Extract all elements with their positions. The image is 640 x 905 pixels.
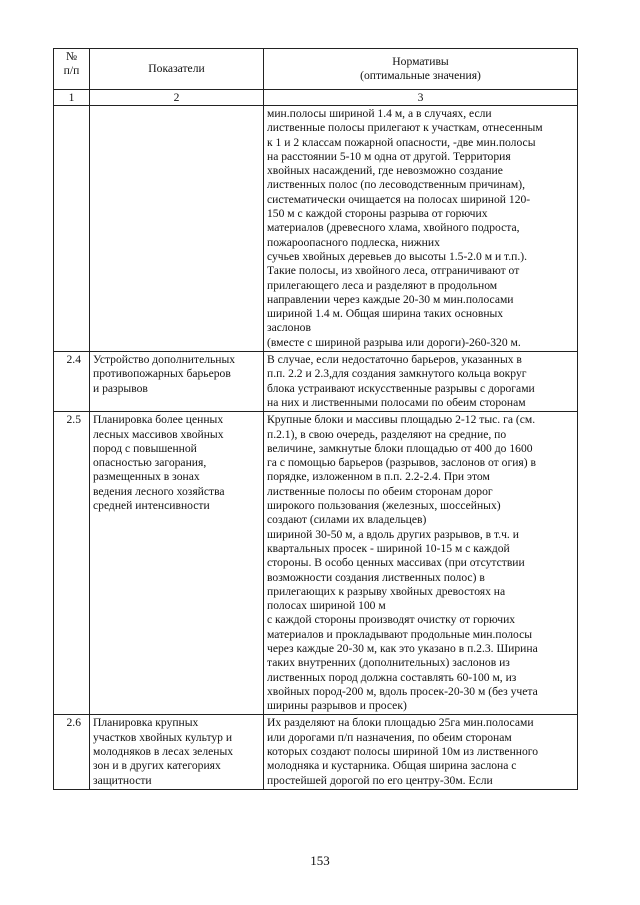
row-indicator-cell bbox=[90, 715, 264, 789]
text-line: материалов (древесного хлама, хвойного подроста, bbox=[267, 221, 520, 235]
text-line: Их разделяют на блоки площадью 25га мин.полосами bbox=[267, 716, 534, 730]
text-line: Устройство дополнительных bbox=[93, 353, 236, 367]
row-norm-cell bbox=[264, 715, 578, 789]
text-line: заслонов bbox=[267, 321, 311, 335]
text-line: ширины разрывов и просек) bbox=[267, 699, 407, 713]
text-line: на них и лиственными полосами по обеим сторонам bbox=[267, 395, 526, 409]
text-line: на расстоянии 5-10 м одна от другой. Территория bbox=[267, 149, 511, 163]
text-line: лесных массивов хвойных bbox=[93, 427, 224, 441]
row-number-cell: 2.5 bbox=[54, 412, 90, 715]
text-line: молодняка и кустарника. Общая ширина заслона с bbox=[267, 759, 517, 773]
text-line: молодняков в лесах зеленых bbox=[93, 745, 234, 759]
text-line: п.2.1), в свою очередь, разделяют на средние, по bbox=[267, 427, 507, 441]
text-line: Планировка более ценных bbox=[93, 413, 224, 427]
text-line: зон и в других категориях bbox=[93, 759, 221, 773]
text-line: пожароопасного подлеска, нижних bbox=[267, 235, 440, 249]
text-line: систематически очищается на полосах шириной 120- bbox=[267, 192, 531, 206]
text-line: стороны. В особо ценных массивах (при отсутствии bbox=[267, 556, 525, 570]
row-number-cell: 2.6 bbox=[54, 715, 90, 789]
text-line: п.п. 2.2 и 2.3,для создания замкнутого кольца вокруг bbox=[267, 367, 527, 381]
text-line: сучьев хвойных деревьев до высоты 1.5-2.0 м и т.п.). bbox=[267, 249, 528, 263]
text-line: средней интенсивности bbox=[93, 499, 210, 513]
text-line: квартальных просек - шириной 10-15 м с каждой bbox=[267, 541, 510, 555]
text-line: участков хвойных культур и bbox=[93, 730, 233, 744]
text-line: возможности создания лиственных полос) в bbox=[267, 570, 485, 584]
row-norm-cell bbox=[264, 106, 578, 352]
text-line: опасностью загорания, bbox=[93, 456, 207, 470]
header-number-line: № bbox=[65, 50, 78, 63]
header-number bbox=[54, 49, 90, 90]
table-row bbox=[54, 352, 578, 412]
text-line: лиственных полос (по лесоводственным причинам), bbox=[267, 178, 525, 192]
row-number-cell: 2.4 bbox=[54, 352, 90, 412]
text-line: полосах шириной 100 м bbox=[267, 599, 386, 613]
text-line: порядке, изложенном в п.п. 2.2-2.4. При этом bbox=[267, 470, 490, 484]
table-row bbox=[54, 715, 578, 789]
row-indicator-cell bbox=[90, 106, 264, 352]
row-indicator-cell bbox=[90, 412, 264, 715]
header-norms bbox=[264, 49, 578, 90]
text-line: защитности bbox=[93, 773, 152, 787]
header-indicators: Показатели bbox=[90, 49, 264, 90]
text-line: пород с повышенной bbox=[93, 441, 197, 455]
header-norms-line: (оптимальные значения) bbox=[360, 69, 481, 82]
text-line: ведения лесного хозяйства bbox=[93, 484, 225, 498]
text-line: лиственных пород должна составлять 60-100 м, из bbox=[267, 670, 517, 684]
text-line: через каждые 20-30 м, как это указано в п.2.3. Ширина bbox=[267, 641, 538, 655]
text-line: В случае, если недостаточно барьеров, указанных в bbox=[267, 353, 522, 367]
text-line: с каждой стороны производят очистку от горючих bbox=[267, 613, 516, 627]
text-line: создают (силами их владельцев) bbox=[267, 513, 427, 527]
column-index: 2 bbox=[90, 90, 264, 106]
header-number-line: п/п bbox=[63, 64, 80, 78]
text-line: Крупные блоки и массивы площадью 2-12 тыс. га (см. bbox=[267, 413, 536, 427]
text-line: га с помощью барьеров (разрывов, заслонов от огия) в bbox=[267, 456, 536, 470]
table-row bbox=[54, 412, 578, 715]
text-line: мин.полосы шириной 1.4 м, а в случаях, если bbox=[267, 107, 492, 120]
text-line: хвойных пород-200 м, вдоль просек-20-30 м (без учета bbox=[267, 684, 538, 698]
text-line: Такие полосы, из хвойного леса, отграничивают от bbox=[267, 264, 520, 278]
text-line: к 1 и 2 классам пожарной опасности, -две мин.полосы bbox=[267, 135, 536, 149]
text-line: простейшей дорогой по его центру-30м. Если bbox=[267, 773, 493, 787]
row-number-cell bbox=[54, 106, 90, 352]
column-index: 3 bbox=[264, 90, 578, 106]
text-line: прилегающих к разрыву хвойных древостоях на bbox=[267, 584, 506, 598]
text-line: 150 м с каждой стороны разрыва от горючих bbox=[267, 207, 488, 221]
text-line: (вместе с шириной разрыва или дороги)-260-320 м. bbox=[267, 335, 521, 349]
row-norm-cell bbox=[264, 352, 578, 412]
text-line: шириной 1.4 м. Общая ширина таких основных bbox=[267, 307, 504, 321]
text-line: которых создают полосы шириной 10м из лиственного bbox=[267, 745, 539, 759]
text-line: направлении через каждые 20-30 м мин.полосами bbox=[267, 292, 514, 306]
text-line: лиственные полосы по обеим сторонам дорог bbox=[267, 484, 493, 498]
row-indicator-cell bbox=[90, 352, 264, 412]
text-line: лиственные полосы прилегают к участкам, отнесенным bbox=[267, 121, 543, 135]
text-line: материалов и прокладывают продольные мин.полосы bbox=[267, 627, 533, 641]
header-norms-line: Нормативы bbox=[392, 54, 449, 68]
text-line: шириной 30-50 м, а вдоль других разрывов, в т.ч. и bbox=[267, 527, 519, 541]
text-line: Планировка крупных bbox=[93, 716, 199, 730]
text-line: или дорогами п/п назначения, по обеим сторонам bbox=[267, 730, 512, 744]
text-line: таких внутренних (дополнительных) заслонов из bbox=[267, 656, 510, 670]
norms-table bbox=[53, 48, 578, 790]
column-index: 1 bbox=[54, 90, 90, 106]
text-line: размещенных в зонах bbox=[93, 470, 200, 484]
row-norm-cell bbox=[264, 412, 578, 715]
table-row-continuation bbox=[54, 106, 578, 352]
text-line: величине, замкнутые блоки площадью от 400 до 1600 bbox=[267, 441, 533, 455]
text-line: блока устраивают искусственные разрывы с дорогами bbox=[267, 381, 535, 395]
column-index-row bbox=[54, 90, 578, 106]
page-number: 153 bbox=[310, 853, 330, 868]
text-line: хвойных насаждений, где невозможно создание bbox=[267, 164, 503, 178]
text-line: противопожарных барьеров bbox=[93, 367, 231, 381]
table-header-row bbox=[54, 49, 578, 90]
text-line: прилегающего леса и разделяют в продольном bbox=[267, 278, 498, 292]
text-line: и разрывов bbox=[93, 381, 148, 395]
text-line: широкого пользования (железных, шоссейных) bbox=[267, 499, 501, 513]
